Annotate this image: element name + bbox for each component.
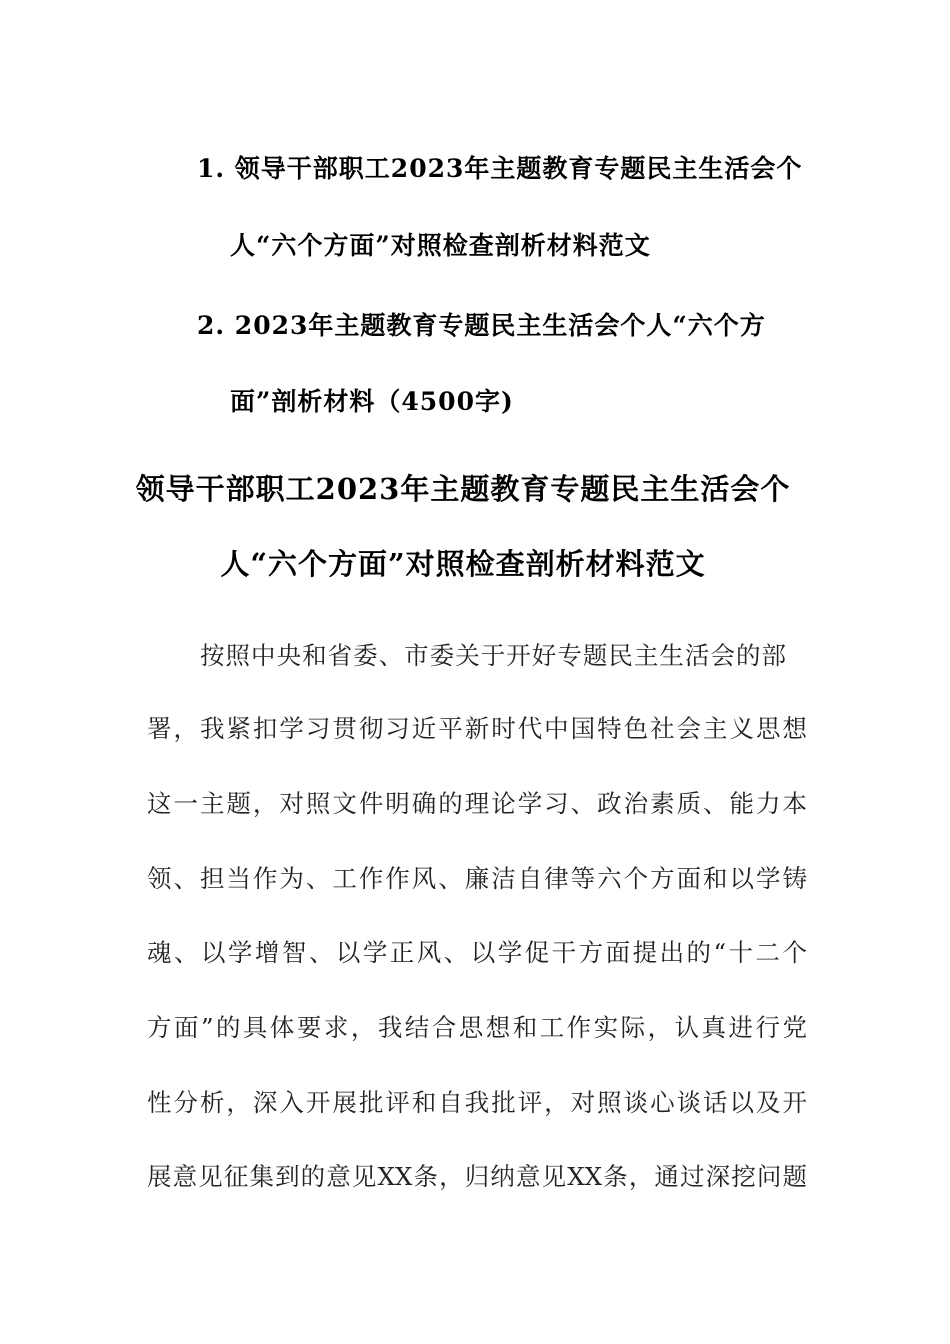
body-line: 展意见征集到的意见XX条，归纳意见XX条，通过深挖问题 xyxy=(147,1162,807,1191)
article-title-line-1: 领导干部职工2023年主题教育专题民主生活会个 xyxy=(135,472,791,506)
body-line: 按照中央和省委、市委关于开好专题民主生活会的部 xyxy=(200,641,786,670)
toc-item-2-line-1: 2. 2023年主题教育专题民主生活会个人“六个方 xyxy=(197,311,766,340)
body-line: 领、担当作为、工作作风、廉洁自律等六个方面和以学铸 xyxy=(147,864,807,893)
toc-item-1-line-1: 1. 领导干部职工2023年主题教育专题民主生活会个 xyxy=(197,154,803,183)
body-line: 方面”的具体要求，我结合思想和工作实际，认真进行党 xyxy=(147,1013,807,1042)
toc-item-2-line-2: 面”剖析材料（4500字) xyxy=(230,387,514,416)
article-title-line-2: 人“六个方面”对照检查剖析材料范文 xyxy=(220,547,706,581)
body-line: 魂、以学增智、以学正风、以学促干方面提出的“十二个 xyxy=(147,938,807,967)
body-line: 署，我紧扣学习贯彻习近平新时代中国特色社会主义思想 xyxy=(147,714,807,743)
body-line: 这一主题，对照文件明确的理论学习、政治素质、能力本 xyxy=(147,789,807,818)
toc-item-1-line-2: 人“六个方面”对照检查剖析材料范文 xyxy=(230,231,651,260)
body-line: 性分析，深入开展批评和自我批评，对照谈心谈话以及开 xyxy=(147,1088,807,1117)
